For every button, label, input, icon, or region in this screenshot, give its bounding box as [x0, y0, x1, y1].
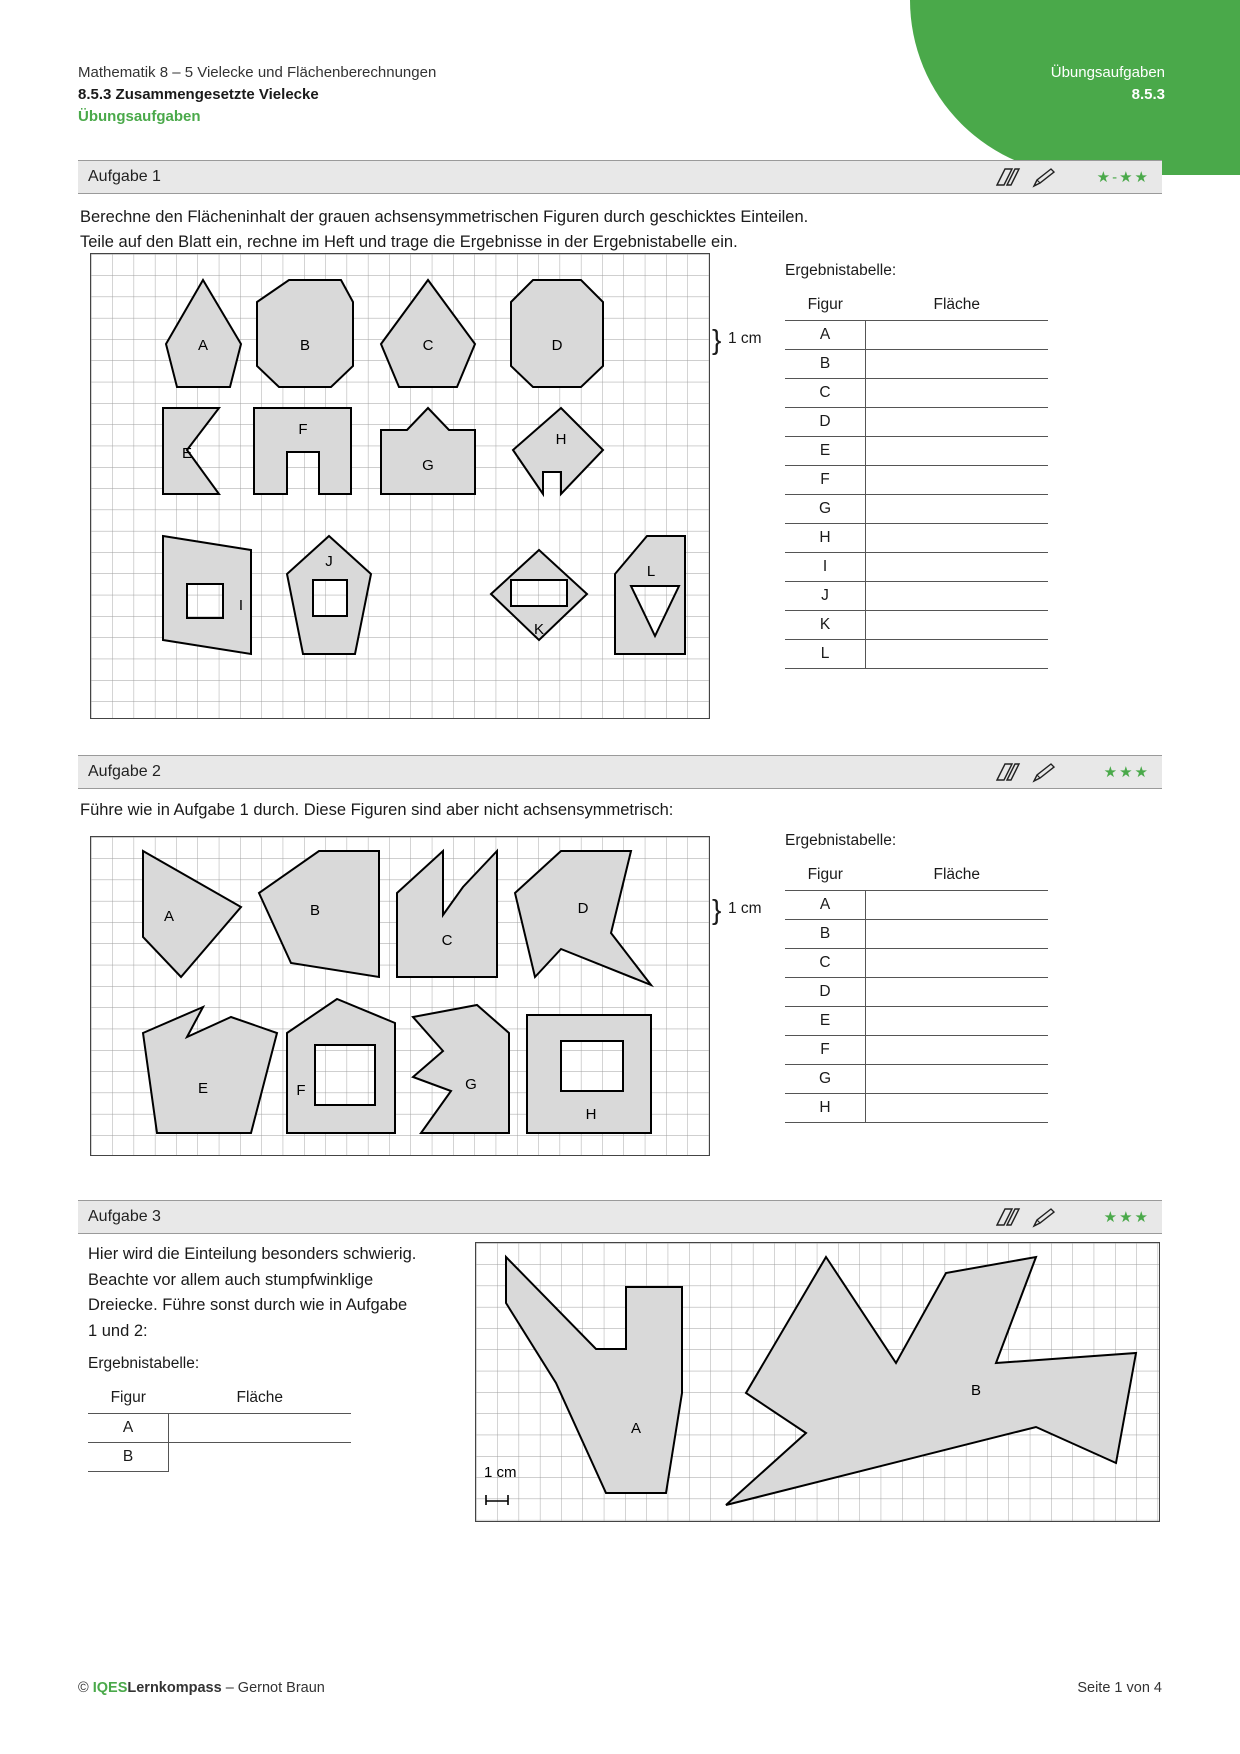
task-1-scale-label: 1 cm [728, 330, 762, 347]
table-row[interactable] [88, 1414, 351, 1443]
row-area-input[interactable] [866, 611, 1049, 640]
row-figure-label: G [785, 495, 866, 524]
table-row[interactable] [785, 524, 1048, 553]
row-figure-label: B [88, 1443, 169, 1472]
task-2-difficulty: ★★★ [1103, 764, 1150, 781]
row-area-input[interactable] [866, 379, 1049, 408]
task-1-difficulty: ★-★★ [1096, 169, 1150, 186]
figure-label-B: B [309, 902, 321, 919]
table-row[interactable] [785, 321, 1048, 350]
book-icon [995, 762, 1021, 784]
pencil-icon [1031, 1207, 1057, 1229]
page-header [78, 62, 436, 127]
author: – Gernot Braun [225, 1680, 325, 1696]
corner-line1: Übungsaufgaben [1050, 64, 1165, 81]
task-2-table-caption: Ergebnistabelle: [785, 832, 897, 849]
figure-label-A: A [630, 1420, 642, 1437]
task-1-scale-brace: } [712, 324, 722, 355]
table-row[interactable] [785, 379, 1048, 408]
figure-label-C: C [422, 337, 434, 354]
row-area-input[interactable] [866, 1065, 1049, 1094]
row-figure-label: I [785, 553, 866, 582]
page-footer [78, 1680, 1162, 1696]
row-area-input[interactable] [866, 495, 1049, 524]
task-2-label: Aufgabe 2 [88, 763, 161, 780]
row-area-input[interactable] [866, 321, 1049, 350]
figure-label-I: I [238, 597, 244, 614]
row-figure-label: J [785, 582, 866, 611]
task-1-table-caption: Ergebnistabelle: [785, 262, 897, 279]
task-2-instruction: Führe wie in Aufgabe 1 durch. Diese Figuren sind aber nicht achsensymmetrisch: [80, 801, 674, 819]
row-area-input[interactable] [169, 1443, 352, 1472]
th-figur: Figur [785, 290, 866, 321]
row-figure-label: G [785, 1065, 866, 1094]
th-figur: Figur [785, 860, 866, 891]
task-3-table-caption: Ergebnistabelle: [88, 1355, 200, 1372]
row-area-input[interactable] [866, 978, 1049, 1007]
task-2-bar [78, 755, 1162, 789]
task-3-results-table [88, 1355, 351, 1472]
row-area-input[interactable] [866, 891, 1049, 920]
book-icon [995, 1207, 1021, 1229]
task-3-figure-grid [475, 1242, 1160, 1522]
figure-label-E: E [181, 445, 193, 462]
row-area-input[interactable] [169, 1414, 352, 1443]
task-2-figure-grid [90, 836, 710, 1156]
row-figure-label: D [785, 408, 866, 437]
row-area-input[interactable] [866, 350, 1049, 379]
row-area-input[interactable] [866, 949, 1049, 978]
figure-label-F: F [298, 421, 308, 438]
row-figure-label: H [785, 1094, 866, 1123]
pencil-icon [1031, 167, 1057, 189]
row-area-input[interactable] [866, 553, 1049, 582]
row-area-input[interactable] [866, 1094, 1049, 1123]
figure-label-D: D [577, 900, 589, 917]
figure-label-A: A [163, 908, 175, 925]
table-row[interactable] [785, 408, 1048, 437]
figure-label-C: C [441, 932, 453, 949]
task-3-label: Aufgabe 3 [88, 1208, 161, 1225]
table-row[interactable] [88, 1443, 351, 1472]
table-row[interactable] [785, 553, 1048, 582]
row-figure-label: E [785, 437, 866, 466]
task-1-instruction-line2: Teile auf den Blatt ein, rechne im Heft und trage die Ergebnisse in der Ergebnistabelle ein. [80, 232, 738, 251]
table-row[interactable] [785, 582, 1048, 611]
figure-label-G: G [465, 1076, 477, 1093]
row-area-input[interactable] [866, 524, 1049, 553]
table-row[interactable] [785, 640, 1048, 669]
task-1-instruction [80, 205, 1160, 255]
copyright-symbol: © [78, 1680, 89, 1696]
row-figure-label: D [785, 978, 866, 1007]
task-1-bar [78, 160, 1162, 194]
table-header-row [88, 1383, 351, 1414]
table-header-row [785, 860, 1048, 891]
table-row[interactable] [785, 1036, 1048, 1065]
row-figure-label: B [785, 350, 866, 379]
figure-label-G: G [422, 457, 434, 474]
corner-line2: 8.5.3 [1131, 85, 1165, 103]
row-figure-label: A [785, 891, 866, 920]
table-row[interactable] [785, 1007, 1048, 1036]
task-1-results-table [785, 262, 1048, 669]
table-row[interactable] [785, 350, 1048, 379]
row-figure-label: L [785, 640, 866, 669]
row-figure-label: E [785, 1007, 866, 1036]
pencil-icon [1031, 762, 1057, 784]
brand-lernkompass: Lernkompass [127, 1680, 222, 1696]
row-area-input[interactable] [866, 920, 1049, 949]
table-header-row [785, 290, 1048, 321]
row-area-input[interactable] [866, 466, 1049, 495]
brand-name [93, 1680, 226, 1696]
corner-info [1051, 62, 1165, 106]
task-1-instruction-line1: Berechne den Flächeninhalt der grauen achsensymmetrischen Figuren durch geschicktes Einteilen. [80, 208, 809, 226]
task-2-scale-label: 1 cm [728, 900, 762, 917]
th-figur: Figur [88, 1383, 169, 1414]
row-area-input[interactable] [866, 640, 1049, 669]
figure-label-B: B [970, 1382, 982, 1399]
figure-label-H: H [555, 431, 567, 448]
figure-label-E: E [197, 1080, 209, 1097]
row-figure-label: F [785, 1036, 866, 1065]
row-figure-label: B [785, 920, 866, 949]
row-area-input[interactable] [866, 408, 1049, 437]
task-2-scale-brace: } [712, 894, 722, 925]
th-flaeche: Fläche [866, 860, 1049, 891]
table-row[interactable] [785, 920, 1048, 949]
task-2-icons [995, 762, 1057, 784]
row-figure-label: A [88, 1414, 169, 1443]
row-area-input[interactable] [866, 1036, 1049, 1065]
figure-label-B: B [299, 337, 311, 354]
figure-label-D: D [551, 337, 563, 354]
figure-label-F: F [296, 1082, 306, 1099]
task-3-difficulty: ★★★ [1103, 1209, 1150, 1226]
table-row[interactable] [785, 466, 1048, 495]
row-figure-label: C [785, 949, 866, 978]
task-3-icons [995, 1207, 1057, 1229]
table-row[interactable] [785, 978, 1048, 1007]
task-2-results-table [785, 832, 1048, 1123]
th-flaeche: Fläche [866, 290, 1049, 321]
header-type: Übungsaufgaben [78, 107, 201, 125]
table-row[interactable] [785, 437, 1048, 466]
task-1-icons [995, 167, 1057, 189]
figure-label-J: J [325, 553, 333, 570]
row-area-input[interactable] [866, 1007, 1049, 1036]
book-icon [995, 167, 1021, 189]
row-figure-label: K [785, 611, 866, 640]
figure-label-A: A [197, 337, 209, 354]
table-row[interactable] [785, 949, 1048, 978]
row-figure-label: F [785, 466, 866, 495]
row-area-input[interactable] [866, 582, 1049, 611]
figure-label-K: K [533, 621, 545, 638]
task-1-label: Aufgabe 1 [88, 168, 161, 185]
task-1-figure-grid [90, 253, 710, 719]
table-row[interactable] [785, 611, 1048, 640]
brand-iqes: IQES [92, 1680, 128, 1696]
row-figure-label: A [785, 321, 866, 350]
page-number: Seite 1 von 4 [1077, 1680, 1162, 1696]
table-row[interactable] [785, 891, 1048, 920]
table-row[interactable] [785, 495, 1048, 524]
th-flaeche: Fläche [169, 1383, 352, 1414]
task-3-bar [78, 1200, 1162, 1234]
task-3-scale-text: 1 cm [484, 1464, 517, 1481]
row-figure-label: H [785, 524, 866, 553]
task-3-instruction: Hier wird die Einteilung besonders schwierig. Beachte vor allem auch stumpfwinklige Dreiecke. Führe sonst durch wie in Aufgabe 1 und 2: [88, 1245, 417, 1340]
figure-label-L: L [646, 563, 656, 580]
header-subject: Mathematik 8 – 5 Vielecke und Flächenberechnungen [78, 64, 437, 81]
row-area-input[interactable] [866, 437, 1049, 466]
row-figure-label: C [785, 379, 866, 408]
figure-label-H: H [585, 1106, 597, 1123]
header-chapter: 8.5.3 Zusammengesetzte Vielecke [78, 85, 319, 103]
table-row[interactable] [785, 1065, 1048, 1094]
table-row[interactable] [785, 1094, 1048, 1123]
